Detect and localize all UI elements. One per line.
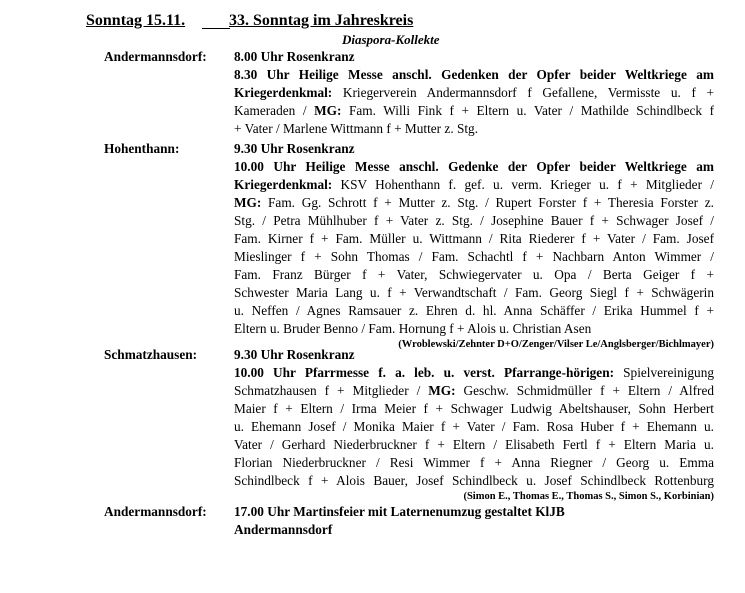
entry-line: Mieslinger f + Sohn Thomas / Fam. Schachtl f + Nachbarn Anton Wimmer /: [234, 249, 714, 264]
day-heading: [86, 11, 414, 31]
entry-body: [234, 140, 714, 351]
entry-place: Hohenthann:: [104, 141, 180, 156]
entry-place: Andermannsdorf:: [104, 504, 207, 519]
entry-line: Florian Niederbruckner / Resi Wimmer f + Anna Riegner / Georg u. Emma: [234, 455, 714, 470]
entry-line: Maier f + Eltern / Irma Meier f + Schwager Ludwig Abeltshauser, Sohn Herbert: [234, 401, 714, 416]
entry-credit: (Wroblewski/Zehnter D+O/Zenger/Vilser Le/Anglsberger/Bichlmayer): [398, 339, 714, 350]
entry-line: Kriegerdenkmal: Kriegerverein Andermannsdorf f Gefallene, Vermisste u. f +: [234, 85, 714, 100]
entry-line: Kameraden / MG: Fam. Willi Fink f + Eltern u. Vater / Mathilde Schindlbeck f: [234, 103, 714, 118]
heading-underline-gap: [202, 28, 230, 29]
entry-body: [234, 346, 714, 503]
entry-line: 9.30 Uhr Rosenkranz: [234, 347, 355, 362]
entry-line: Vater / Gerhard Niederbruckner f + Eltern / Elisabeth Fertl f + Eltern Maria u.: [234, 437, 714, 452]
entry-line: Andermannsdorf: [234, 522, 333, 537]
heading-date: Sonntag 15.11.: [86, 12, 186, 29]
entry-line: 9.30 Uhr Rosenkranz: [234, 141, 355, 156]
entry-line: Schwester Maria Lang u. f + Verwandtschaft / Fam. Georg Siegl f + Schwägerin: [234, 285, 714, 300]
entry-line: Fam. Franz Bürger f + Vater, Schwiegervater u. Opa / Berta Geiger f +: [234, 267, 714, 282]
entry-line: u. Ehemann Josef / Monika Maier f + Vater / Fam. Rosa Huber f + Ehemann u.: [234, 419, 714, 434]
heading-title: 33. Sonntag im Jahreskreis: [229, 12, 414, 29]
entry-body: [234, 48, 714, 138]
entry-line: Stg. / Petra Mühlhuber f + Vater z. Stg. / Josephine Bauer f + Schwager Josef /: [234, 213, 714, 228]
entry-line: Fam. Kirner f + Fam. Müller u. Wittmann / Rita Riederer f + Vater / Fam. Josef: [234, 231, 714, 246]
entry-line: Schindlbeck f + Alois Bauer, Josef Schindlbeck u. Josef Schindlbeck Rottenburg: [234, 473, 714, 488]
entry-place: Andermannsdorf:: [104, 49, 207, 64]
entry-line: u. Neffen / Agnes Ramsauer z. Ehren d. hl. Anna Schäffer / Erika Hummel f +: [234, 303, 714, 318]
entry-line: 17.00 Uhr Martinsfeier mit Laternenumzug gestaltet KlJB: [234, 504, 565, 519]
entry-line: 8.30 Uhr Heilige Messe anschl. Gedenken der Opfer beider Weltkriege am: [234, 67, 714, 82]
entry-line: + Vater / Marlene Wittmann f + Mutter z. Stg.: [234, 121, 479, 136]
entry-line: MG: Fam. Gg. Schrott f + Mutter z. Stg. / Rupert Forster f + Theresia Forster z.: [234, 195, 714, 210]
entry-line: Kriegerdenkmal: KSV Hohenthann f. gef. u. verm. Krieger u. f + Mitglieder /: [234, 177, 714, 192]
entry-line: 10.00 Uhr Heilige Messe anschl. Gedenke der Opfer beider Weltkriege am: [234, 159, 714, 174]
entry-body: [234, 503, 714, 539]
entry-line: 8.00 Uhr Rosenkranz: [234, 49, 355, 64]
entry-line: 10.00 Uhr Pfarrmesse f. a. leb. u. verst. Pfarrange-hörigen: Spielvereinigung: [234, 365, 714, 380]
entry-line: Eltern u. Bruder Benno / Fam. Hornung f + Alois u. Christian Asen: [234, 321, 592, 336]
entry-place: Schmatzhausen:: [104, 347, 198, 362]
entry-credit: (Simon E., Thomas E., Thomas S., Simon S., Korbinian): [463, 491, 714, 502]
entry-line: Schmatzhausen f + Mitglieder / MG: Geschw. Schmidmüller f + Eltern / Alfred: [234, 383, 714, 398]
collection-note: Diaspora-Kollekte: [342, 32, 440, 47]
